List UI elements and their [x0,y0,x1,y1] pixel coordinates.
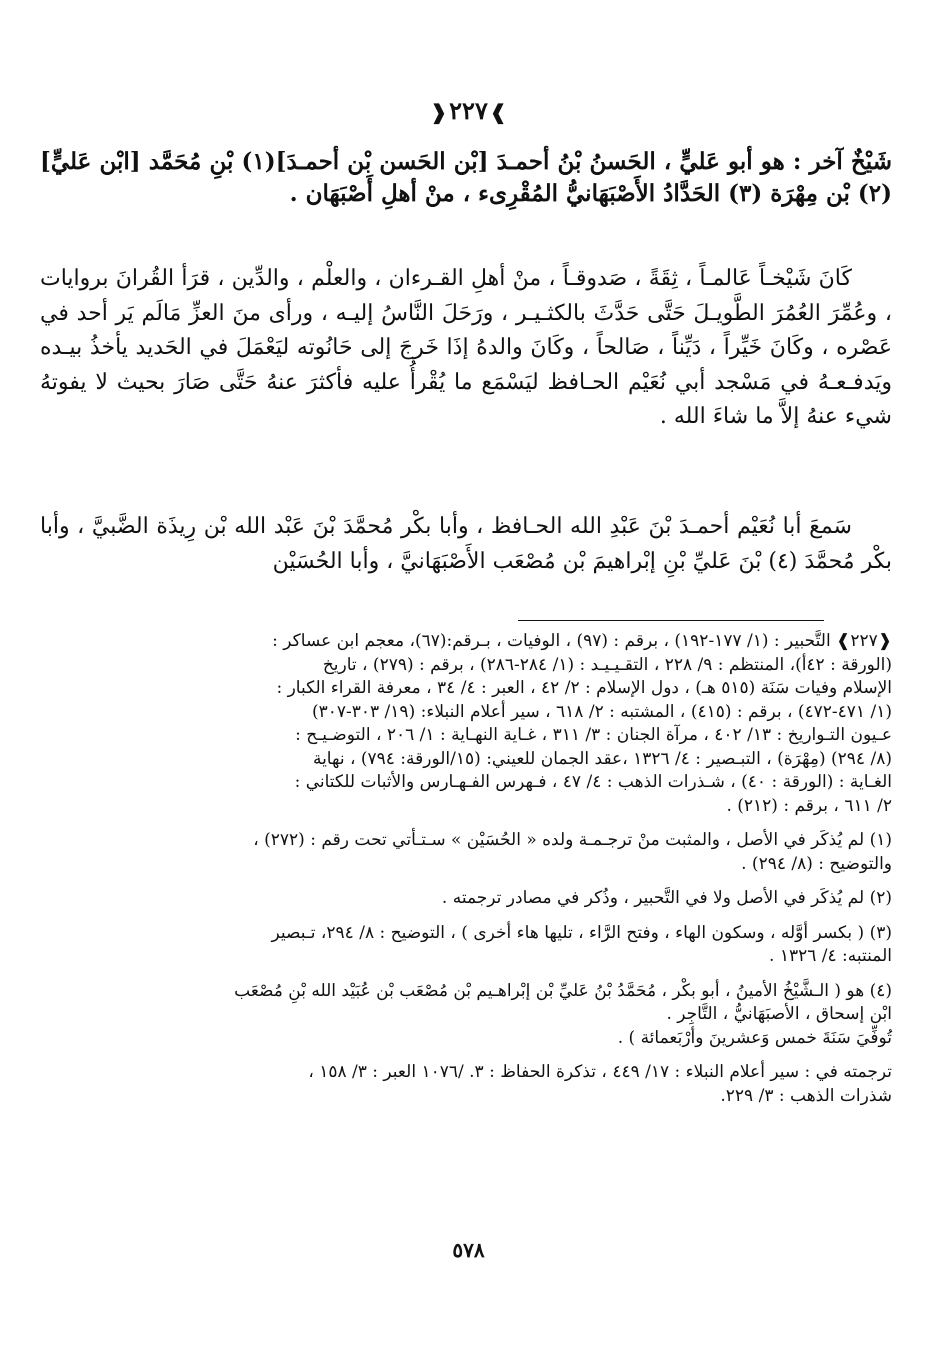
footnote-line: (١) لم يُذكَر في الأصل ، والمثبت منْ ترجـمـة ولده « الحُسَيْن » سـتـأتي تحت رقم : (٢٧٢) ، [253,830,892,850]
ornament-bracket-icon: ❰ [430,100,448,124]
biography-header: شَيْخٌ آخر : هو أبو عَليٍّ ، الحَسنُ بْنُ أحمـدَ [بْن الحَسن بْن أحمـدَ](١) بْنِ مُحَمَّد [ابْن عَليٍّ](٢) بْن مِهْرَة (٣) الحَدَّادُ الأَصْبَهَانيُّ المُقْرِىء ، منْ أهلِ أَصْبَهَان . [40,148,892,207]
footnote-line: الغـاية : (الورقة : ٤٠) ، شـذرات الذهب : ٤/ ٤٧ ، فـهرس الفـهـارس والأثبات للكتاني : [294,772,892,792]
footnote-divider [518,620,824,621]
footnote-1 [40,829,892,876]
ornament-bracket-icon: ❱ [489,100,507,124]
footnote-line: (الورقة : ٤٢أ)، المنتظم : ٩/ ٢٢٨ ، التقـيـيـد : (١/ ٢٨٤-٢٨٦) ، برقم : (٢٧٩) ، تاريخ [322,654,892,675]
footnote-line: والتوضيح : (٨/ ٢٩٤) . [741,853,892,874]
footnote-3 [40,922,892,969]
footnote-line: (٣) ( بكسر أوَّله ، وسكون الهاء ، وفتح الرَّاء ، تليها هاء أخرى ) ، التوضيح : ٨/ ٢٩٤، تـبصير [271,922,892,943]
footnote-line: ابْن إسحاق ، الأصبَهَانيُّ ، التَّاجِر . [666,1004,892,1024]
footnote-line: شذرات الذهب : ٣/ ٢٢٩. [720,1085,892,1106]
footnote-line: عـيون التـواريخ : ١٣/ ٤٠٢ ، مرآة الجنان : ٣/ ٣١١ ، غـاية النهـاية : ١/ ٢٠٦ ، التوضـيـح : [295,725,892,745]
footnote-line: تُوفِّيَ سَنَةَ خمس وَعشرينَ وأرْبَعمائة ) . [617,1027,892,1048]
footnote-line: المنتبه: ٤/ ١٣٢٦ . [769,946,892,966]
entry-number: ٢٢٧ [449,96,488,125]
footnote-line: ترجمته في : سير أعلام النبلاء : ١٧/ ٤٤٩ ، تذكرة الحفاظ : ٣. /١٠٧٦ العبر : ٣/ ١٥٨ ، [308,1062,892,1082]
footnote-4-sources [40,1061,892,1108]
footnote-4 [40,980,892,1051]
entry-number-heading [0,96,937,125]
footnote-line: (٤) هو ( الـشَّيْخُ الأمينُ ، أبو بكْر ، مُحَمَّدُ بْنُ عَليِّ بْن إبْراهـيم بْن مُصْعَب بْن عُبَيْد الله بْنِ مُصْعَب [234,980,892,1001]
footnote-line: (٨/ ٢٩٤) (مِهْرَة) ، التبـصير : ٤/ ١٣٢٦ ،عقد الجمان للعيني: (١٥/الورقة: ٧٩٤) ، نهاية [312,748,892,769]
footnote-sources [40,630,892,818]
body-paragraph: كَانَ شَيْخـاً عَالمـاً ، ثِقَةً ، صَدوقـاً ، منْ أهلِ القـرءان ، والعلْم ، والدِّين ، قرَأ القُرانَ بروايات ، وعُمِّرَ العُمُرَ الطَّويـلَ حَتَّى حَدَّثَ بالكثـيـر ، ورَحَلَ النَّاسُ إليـه ، ورأى منَ العزِّ مَالَم يَر أحد في عَصْره ، وكَانَ خَيِّراً ، دَيِّناً ، صَالحاً ، وكَانَ والدهُ إذَا خَرجَ إلى حَانُوته ليَعْمَلَ في الحَديد يأخذُ بيـده ويَدفـعـهُ في مَسْجد أبي نُعَيْم الحـافظ ليَسْمَع ما يُقْرأُ عليه فأكثرَ عنهُ حَتَّى صَارَ بحيث لا يفوتهُ شيء عنهُ إلاَّ ما شاءَ الله . [40,266,892,430]
body-paragraph: سَمعَ أبا نُعَيْم أحمـدَ بْنَ عَبْدِ الله الحـافظ ، وأبا بكْر مُحمَّدَ بْنَ عَبْد الله بْن رِيذَة الضَّبيَّ ، وأبا بكْر مُحمَّدَ (٤) بْنَ عَليِّ بْنِ إبْراهيمَ بْن مُصْعَب الأَصْبَهَانيَّ ، وأبا الحُسَيْن [40,514,892,574]
footnote-line: ٢/ ٦١١ ، برقم : (٢١٢) . [726,795,892,816]
footnotes-section [40,630,892,1119]
footnote-line: (١/ ٤٧١-٤٧٢) ، برقم : (٤١٥) ، المشتبه : ٢/ ٦١٨ ، سير أعلام النبلاء: (١٩/ ٣٠٣-٣٠٧) [311,701,892,722]
footnote-line: ❰٢٢٧❱ التَّحبير : (١/ ١٧٧-١٩٢) ، برقم : (٩٧) ، الوفيات ، بـرقم:(٦٧)، معجم ابن عساكر : [272,631,892,651]
footnote-2 [40,887,892,911]
page-number: ٥٧٨ [452,1238,485,1262]
footnote-line: (٢) لم يُذكَر في الأصل ولا في التَّحبير ، وذُكر في مصادر ترجمته . [441,888,892,908]
footnote-line: الإسلام وفيات سَنَة (٥١٥ هـ) ، دول الإسلام : ٢/ ٤٢ ، العبر : ٤/ ٣٤ ، معرفة القراء الكبار : [276,678,892,698]
